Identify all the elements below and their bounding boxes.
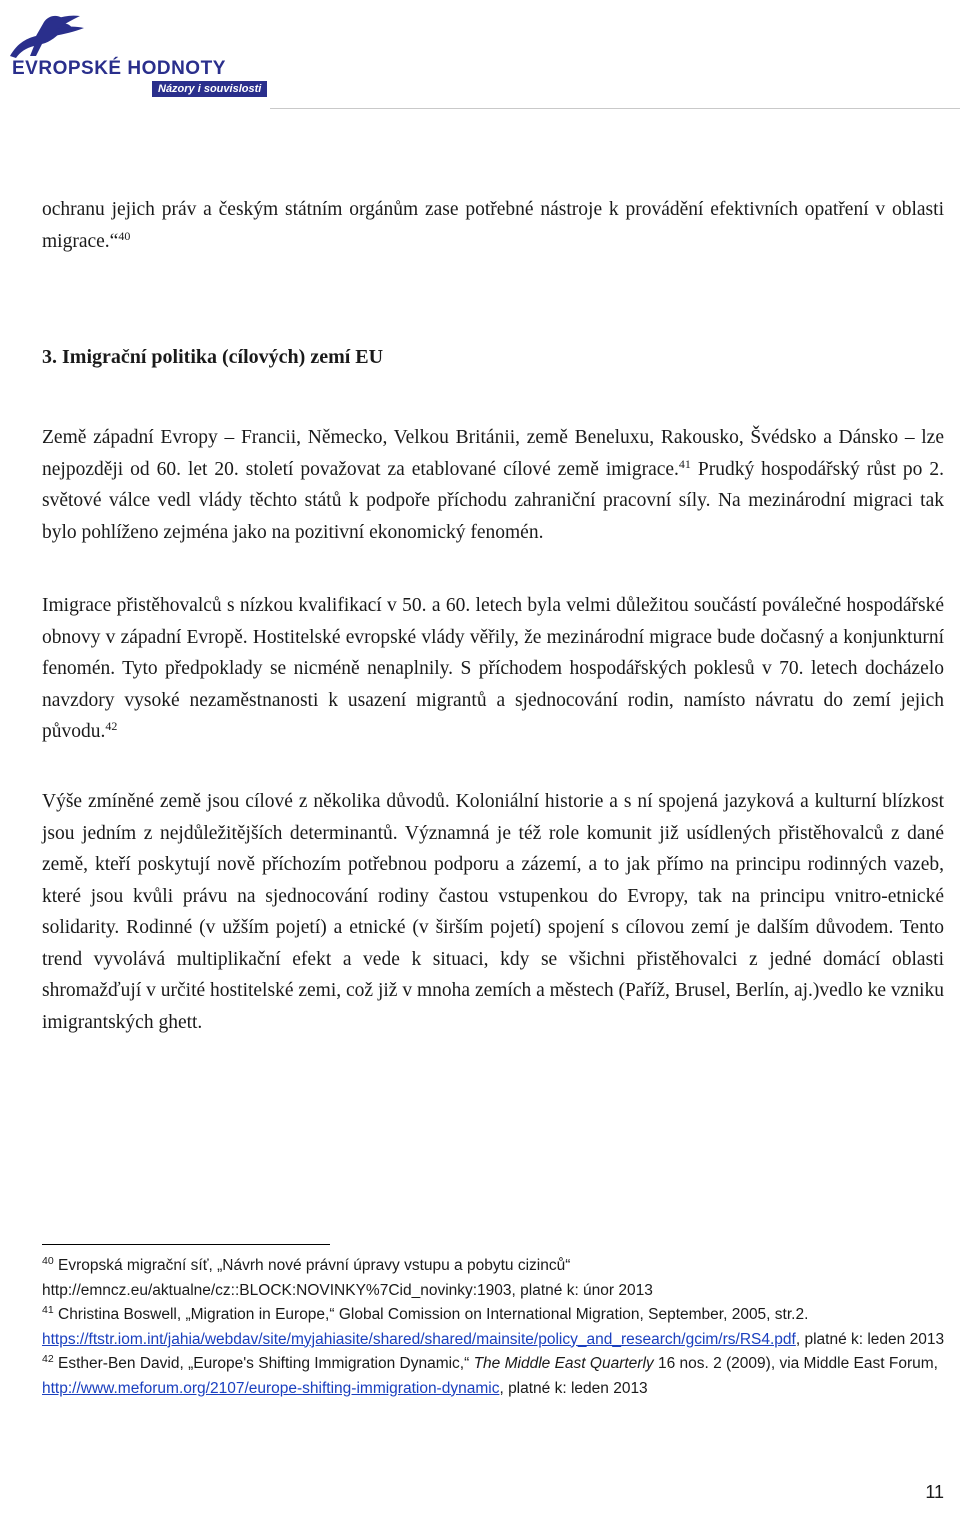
footnotes [42, 1254, 948, 1401]
paragraph-1 [42, 422, 944, 548]
footnote-separator [42, 1244, 330, 1245]
footnote-42 [42, 1352, 948, 1401]
intro-text: ochranu jejich práv a českým státním orgánům zase potřebné nástroje k provádění efektivních opatření v oblasti migrace.“ [42, 199, 944, 252]
footnote-42-text-mid: 16 nos. 2 (2009), via Middle East Forum, [653, 1355, 938, 1372]
footnote-ref-42[interactable]: 42 [105, 719, 118, 733]
footnote-40-text: Evropská migrační síť, „Návrh nové právní úpravy vstupu a pobytu cizinců“ http://emncz.eu/aktualne/cz::BLOCK:NOVINKY%7Cid_novinky:1903, platné k: únor 2013 [42, 1257, 653, 1299]
footnote-42-text-before: Esther-Ben David, „Europe's Shifting Immigration Dynamic,“ [53, 1355, 474, 1372]
paragraph-1-part2: Prudký hospodářský růst po 2. světové válce vedl vlády těchto států k podpoře příchodu zahraniční pracovní síly. Na mezinárodní migraci tak bylo pohlíženo zejména jako na pozitivní ekonomický fenomén. [42, 458, 944, 543]
footnote-41-number: 41 [42, 1304, 54, 1316]
footnote-42-number: 42 [42, 1353, 54, 1365]
footnote-40-number: 40 [42, 1255, 54, 1267]
intro-paragraph [42, 194, 944, 257]
footnote-40 [42, 1254, 948, 1303]
footnote-42-link[interactable]: http://www.meforum.org/2107/europe-shifting-immigration-dynamic [42, 1379, 500, 1397]
logo-title: EVROPSKÉ HODNOTY [12, 58, 226, 79]
section-heading: 3. Imigrační politika (cílových) zemí EU [42, 346, 384, 368]
footnote-ref-41[interactable]: 41 [678, 456, 691, 471]
pegasus-logo-icon [0, 12, 90, 64]
paragraph-1-part1: Země západní Evropy – Francii, Německo, Velkou Británii, země Beneluxu, Rakousko, Švédsko a Dánsko – lze nejpozději od 60. let 20. století považovat za etablované cílové země imigrace. [42, 427, 944, 480]
footnote-41-link[interactable]: https://ftstr.iom.int/jahia/webdav/site/myjahiasite/shared/shared/mainsite/policy_and_research/gcim/rs/RS4.pdf [42, 1330, 796, 1348]
footnote-41-text: Christina Boswell, „Migration in Europe,“ Global Comission on International Migration, September, 2005, str.2. [53, 1306, 809, 1323]
header-divider [270, 108, 960, 109]
footnote-41 [42, 1303, 948, 1352]
footnote-42-after: , platné k: leden 2013 [499, 1379, 648, 1397]
paragraph-3 [42, 786, 944, 1038]
paragraph-2 [42, 590, 944, 748]
footnote-41-after: , platné k: leden 2013 [795, 1330, 945, 1348]
site-logo [0, 12, 270, 98]
paragraph-3-text: Výše zmíněné země jsou cílové z několika důvodů. Koloniální historie a s ní spojená jazyková a kulturní blízkost jsou jedním z nejdůležitějších determinantů. Významná je též role komunit již usídlených přistěhovalců z dané země, kteří poskytují nově příchozím potřebnou podporu a zázemí, a to jak přímo na principu rodinných vazeb, které jsou kvůli právu na sjednocování rodiny častou vstupenkou do Evropy, tak na principu vnitro-etnické solidarity. Rodinné (v užším pojetí) a etnické (v širším pojetí) spojení s cílovou zemí je dalším důvodem. Tento trend vyvolává multiplikační efekt a vede k situaci, kdy se všichni přistěhovalci z jedné domácí oblasti shromažďují v určité hostitelské zemi, což již v mnoha zemích a městech (Paříž, Brusel, Berlín, aj.)vedlo ke vzniku imigrantských ghett. [42, 791, 944, 1033]
logo-subtitle: Názory i souvislosti [152, 81, 267, 97]
page-number: 11 [925, 1482, 944, 1502]
paragraph-2-text: Imigrace přistěhovalců s nízkou kvalifikací v 50. a 60. letech byla velmi důležitou součástí poválečné hospodářské obnovy v západní Evropě. Hostitelské evropské vlády věřily, že mezinárodní migrace bude dočasný a konjunkturní fenomén. Tyto předpoklady se nicméně nenaplnily. S příchodem hospodářských poklesů v 70. letech docházelo navzdory vysoké nezaměstnanosti k usazení migrantů a sjednocování rodin, namísto návratu do zemí jejich původu. [42, 595, 944, 742]
footnote-42-journal: The Middle East Quarterly [473, 1355, 654, 1372]
footnote-ref-40[interactable]: 40 [118, 228, 131, 243]
